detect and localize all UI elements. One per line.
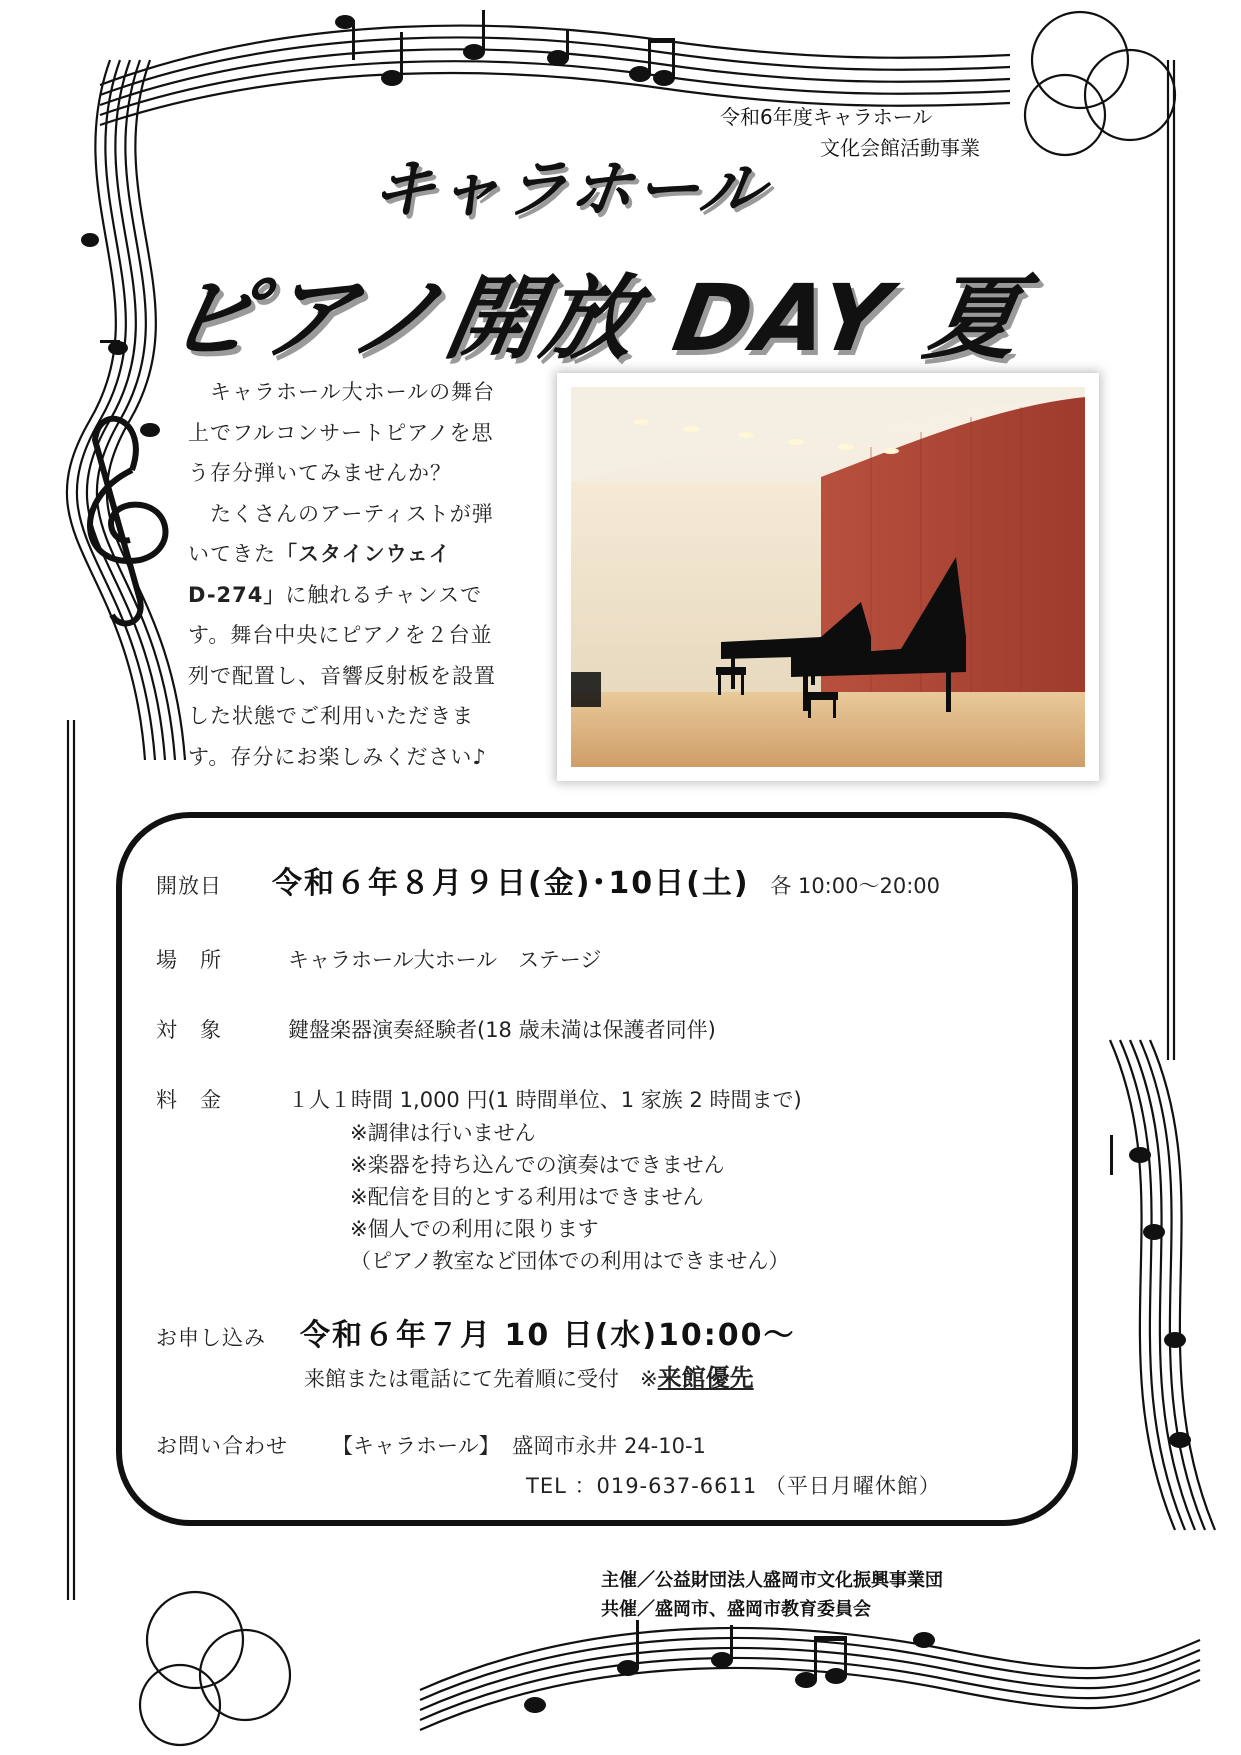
contact-address: 盛岡市永井 24-10-1	[512, 1434, 706, 1458]
cohost-line: 共催／盛岡市、盛岡市教育委員会	[601, 1599, 871, 1620]
fee-label: 料 金	[156, 1088, 222, 1112]
apply-method-row	[304, 1358, 754, 1393]
intro-line: す。存分にお楽しみください♪	[188, 744, 487, 769]
intro-line: う存分弾いてみませんか？	[188, 461, 452, 485]
org-line-1: 令和6年度キャラホール	[720, 105, 933, 129]
intro-line: 上でフルコンサートピアノを思	[188, 420, 494, 445]
contact-row	[332, 1430, 706, 1460]
fee-value: １人１時間 1,000 円(1 時間単位、1 家族 2 時間まで)	[288, 1088, 802, 1112]
date-label: 開放日	[156, 874, 222, 898]
intro-line: いてきた	[188, 542, 276, 566]
intro-line: キャラホール大ホールの舞台	[188, 380, 496, 404]
intro-line: 列で配置し、音響反射板を設置	[188, 663, 496, 688]
steinway-highlight: 「スタインウェイ	[276, 542, 451, 566]
fee-note: ※配信を目的とする利用はできません	[350, 1185, 704, 1209]
apply-priority: 来館優先	[657, 1364, 754, 1392]
host-line: 主催／公益財団法人盛岡市文化振興事業団	[601, 1570, 943, 1591]
fee-note: （ピアノ教室など団体での利用はできません）	[350, 1249, 790, 1273]
date-value: 令和６年８月９日(金)･10日(土)	[272, 866, 750, 901]
intro-line-with-highlight	[188, 534, 548, 575]
footer	[601, 1566, 943, 1624]
intro-line: した状態でご利用いただきま	[188, 704, 474, 728]
place-label: 場 所	[156, 948, 222, 972]
fee-note: ※調律は行いません	[350, 1121, 536, 1145]
intro-text	[188, 372, 548, 777]
date-time: 各 10:00～20:00	[770, 874, 940, 898]
intro-line-rest: に触れるチャンスで	[285, 582, 483, 607]
title-line-2: ピアノ開放 DAY 夏	[157, 265, 1033, 372]
apply-method: 来館または電話にて先着順に受付 ※	[304, 1367, 658, 1391]
apply-date-value: 令和６年７月 10 日(水)10:00～	[300, 1318, 796, 1353]
contact-tel: TEL ：019-637-6611 （平日月曜休館）	[526, 1474, 941, 1498]
date-row	[272, 858, 940, 902]
title-line-1: キャラホール	[365, 153, 772, 227]
concert-hall-piano-photo	[557, 373, 1099, 781]
intro-line: す。舞台中央にピアノを２台並	[188, 623, 493, 647]
target-label: 対 象	[156, 1018, 222, 1042]
apply-label: お申し込み	[156, 1326, 266, 1350]
fee-note: ※個人での利用に限ります	[350, 1217, 599, 1241]
intro-line-with-highlight	[188, 575, 548, 616]
place-value: キャラホール大ホール ステージ	[288, 948, 602, 972]
fee-note: ※楽器を持ち込んでの演奏はできません	[350, 1153, 725, 1177]
apply-date	[300, 1310, 796, 1354]
steinway-model: D-274」	[188, 582, 286, 607]
intro-line: たくさんのアーティストが弾	[188, 501, 494, 526]
org-line-2: 文化会館活動事業	[820, 136, 980, 160]
target-value: 鍵盤楽器演奏経験者(18 歳未満は保護者同伴)	[288, 1018, 716, 1042]
contact-label: お問い合わせ	[156, 1434, 288, 1458]
contact-name: 【キャラホール】	[332, 1434, 500, 1458]
info-box	[116, 812, 1078, 1526]
